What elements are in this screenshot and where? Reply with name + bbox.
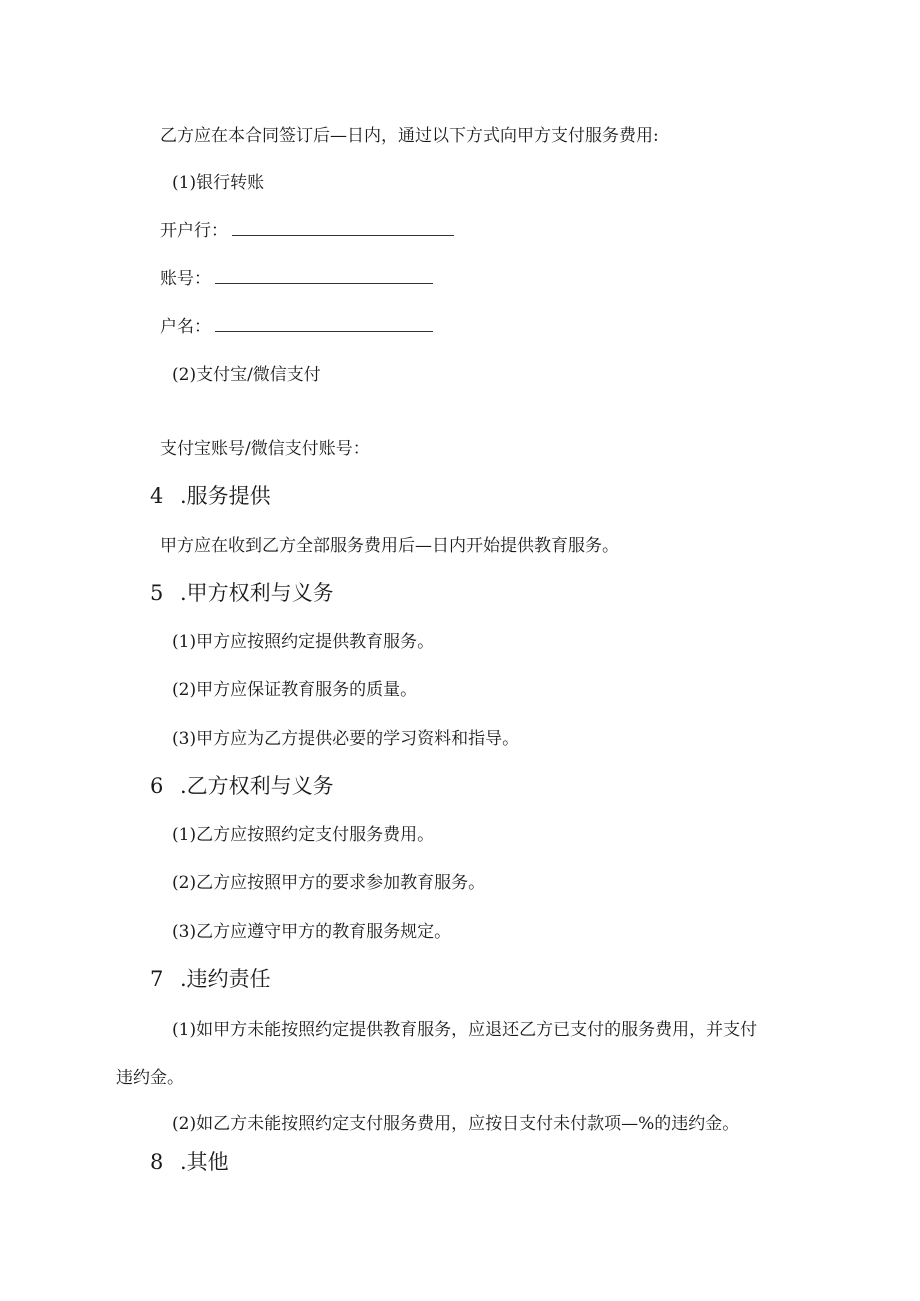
alipay-title: (2)支付宝/微信支付 xyxy=(172,365,321,385)
section-4-line-1: 甲方应在收到乙方全部服务费用后—日内开始提供教育服务。 xyxy=(160,536,619,556)
section-6-number: 6 xyxy=(150,774,164,798)
section-8-number: 8 xyxy=(150,1150,164,1174)
bank-transfer-title: (1)银行转账 xyxy=(172,173,265,193)
section-4-number: 4 xyxy=(150,484,164,508)
section-7-title: .违约责任 xyxy=(180,967,271,991)
bank-field xyxy=(160,219,454,243)
name-label: 户名： xyxy=(160,317,211,337)
section-4-heading xyxy=(150,482,271,510)
section-7-line-3: (2)如乙方未能按照约定支付服务费用，应按日支付未付款项—%的违约金。 xyxy=(172,1114,740,1134)
section-6-line-3: (3)乙方应遵守甲方的教育服务规定。 xyxy=(172,922,452,942)
section-7-heading xyxy=(150,965,271,993)
section-8-title: .其他 xyxy=(180,1150,229,1174)
section-6-heading xyxy=(150,772,334,800)
name-blank xyxy=(215,317,433,332)
section-7-line-1: (1)如甲方未能按照约定提供教育服务，应退还乙方已支付的服务费用，并支付 xyxy=(172,1020,758,1040)
section-4-title: .服务提供 xyxy=(180,484,271,508)
account-blank xyxy=(215,269,433,284)
section-6-title: .乙方权利与义务 xyxy=(180,774,334,798)
section-5-heading xyxy=(150,579,334,607)
name-field xyxy=(160,315,433,339)
account-field xyxy=(160,267,433,291)
section-5-line-2: (2)甲方应保证教育服务的质量。 xyxy=(172,680,418,700)
bank-blank xyxy=(232,221,454,236)
section-5-line-3: (3)甲方应为乙方提供必要的学习资料和指导。 xyxy=(172,729,520,749)
section-7-line-2: 违约金。 xyxy=(116,1068,184,1088)
section-7-number: 7 xyxy=(150,967,164,991)
section-6-line-2: (2)乙方应按照甲方的要求参加教育服务。 xyxy=(172,873,486,893)
section-5-line-1: (1)甲方应按照约定提供教育服务。 xyxy=(172,632,435,652)
section-6-line-1: (1)乙方应按照约定支付服务费用。 xyxy=(172,825,435,845)
section-8-heading xyxy=(150,1148,229,1176)
alipay-account-label: 支付宝账号/微信支付账号： xyxy=(160,439,370,459)
bank-label: 开户行： xyxy=(160,221,228,241)
account-label: 账号： xyxy=(160,269,211,289)
section-5-title: .甲方权利与义务 xyxy=(180,581,334,605)
section-5-number: 5 xyxy=(150,581,164,605)
payment-intro: 乙方应在本合同签订后—日内，通过以下方式向甲方支付服务费用: xyxy=(160,126,659,146)
